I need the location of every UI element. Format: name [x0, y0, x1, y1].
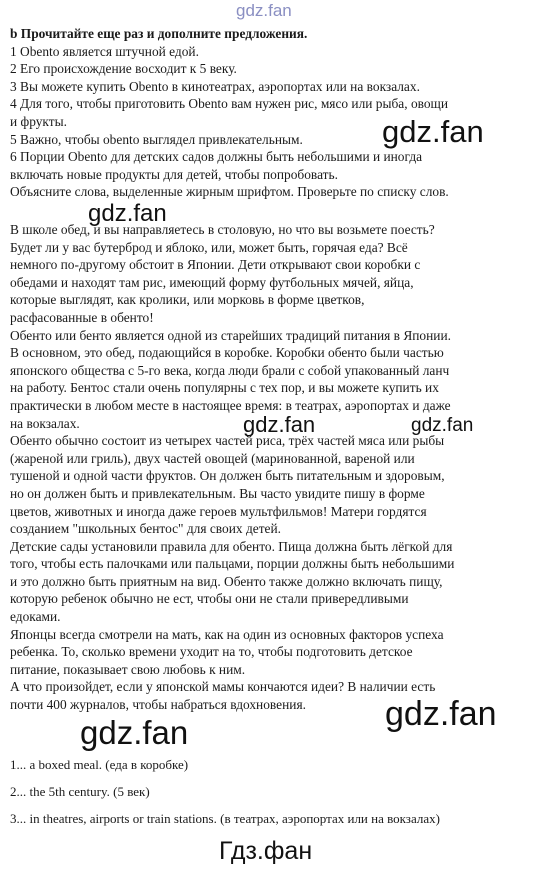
text-line: Будет ли у вас бутерброд и яблоко, или, может быть, горячая еда? Всё	[10, 239, 408, 255]
text-line: Японцы всегда смотрели на мать, как на один из основных факторов успеха	[10, 626, 444, 642]
watermark: gdz.fan	[411, 415, 474, 436]
text-line: обедами и находят там рис, имеющий форму футбольных мячей, яйца,	[10, 274, 414, 290]
text-line: А что произойдет, если у японской мамы кончаются идеи? В наличии есть	[10, 679, 436, 695]
text-line: которые выглядят, как кролики, или морковь в форме цветков,	[10, 292, 365, 308]
text-line: питание, показывает свою любовь к ним.	[10, 661, 246, 677]
text-line: на вокзалах.	[10, 415, 80, 431]
task-line: и фрукты.	[10, 113, 67, 129]
watermark: gdz.fan	[80, 714, 189, 751]
task-block	[10, 25, 535, 201]
watermark: gdz.fan	[385, 695, 497, 733]
watermark: gdz.fan	[382, 114, 484, 149]
task-heading: b Прочитайте еще раз и дополните предложения.	[10, 26, 308, 41]
task-line: включать новые продукты для детей, чтобы попробовать.	[10, 166, 338, 182]
text-line: расфасованные в обенто!	[10, 309, 154, 325]
text-line: Обенто или бенто является одной из старейших традиций питания в Японии.	[10, 327, 451, 343]
text-line: которую ребенок обычно не ест, чтобы они не стали привередливыми	[10, 591, 409, 607]
task-line: Объясните слова, выделенные жирным шрифтом. Проверьте по списку слов.	[10, 184, 449, 200]
task-line: 2 Его происхождение восходит к 5 веку.	[10, 61, 237, 77]
answer-item: 3... in theatres, airports or train stations. (в театрах, аэропортах или на вокзалах)	[10, 811, 440, 826]
watermark: gdz.fan	[88, 200, 167, 227]
text-line: и это должно быть приятным на вид. Обенто также должно включать пищу,	[10, 573, 443, 589]
answer-item: 2... the 5th century. (5 век)	[10, 784, 150, 799]
text-line: В основном, это обед, подающийся в коробке. Коробки обенто были частью	[10, 345, 444, 361]
text-line: (жареной или гриль), двух частей овощей (маринованной, вареной или	[10, 450, 415, 466]
text-line: созданием "школьных бентос" для своих детей.	[10, 521, 282, 537]
text-line: Детские сады установили правила для обенто. Пища должна быть лёгкой для	[10, 538, 453, 554]
text-line: на работу. Бентос стали очень популярны с тех пор, и вы можете купить их	[10, 380, 439, 396]
reading-text	[10, 221, 535, 714]
answers-list	[10, 751, 535, 832]
task-line: 1 Obento является штучной едой.	[10, 43, 199, 59]
text-line: цветов, животных и иногда даже героев мультфильмов! Матери гордятся	[10, 503, 427, 519]
watermark: gdz.fan	[243, 412, 316, 437]
task-line: 4 Для того, чтобы приготовить Obento вам нужен рис, мясо или рыба, овощи	[10, 96, 449, 112]
text-line: ребенка. То, сколько времени уходит на то, чтобы подготовить детское	[10, 644, 413, 660]
text-line: практически в любом месте в настоящее время: в театрах, аэропортах и даже	[10, 397, 451, 413]
text-line: японского общества с 5-го века, когда люди брали с собой упакованный ланч	[10, 362, 450, 378]
watermark-bottom: Гдз.фан	[219, 837, 313, 865]
text-line: едоками.	[10, 609, 61, 625]
answer-item: 1... a boxed meal. (еда в коробке)	[10, 757, 189, 772]
text-line: тушеной и одной части фруктов. Он должен быть питательным и здоровым,	[10, 468, 445, 484]
text-line: В школе обед, и вы направляетесь в столовую, но что вы возьмете поесть?	[10, 222, 435, 237]
text-line: немного по-другому обстоит в Японии. Дети открывают свои коробки с	[10, 257, 421, 273]
watermark-top: gdz.fan	[236, 1, 292, 20]
task-line: 3 Вы можете купить Obento в кинотеатрах, аэропортах или на вокзалах.	[10, 78, 420, 94]
text-line: того, чтобы есть палочками или пальцами, порции должны быть небольшими	[10, 556, 455, 572]
text-line: Обенто обычно состоит из четырех частей риса, трёх частей мяса или рыбы	[10, 433, 445, 449]
task-line: 6 Порции Obento для детских садов должны быть небольшими и иногда	[10, 149, 423, 165]
task-line: 5 Важно, чтобы obento выглядел привлекательным.	[10, 131, 303, 147]
text-line: но он должен быть и привлекательным. Вы часто увидите пишу в форме	[10, 485, 425, 501]
text-line: почти 400 журналов, чтобы набраться вдохновения.	[10, 697, 306, 713]
